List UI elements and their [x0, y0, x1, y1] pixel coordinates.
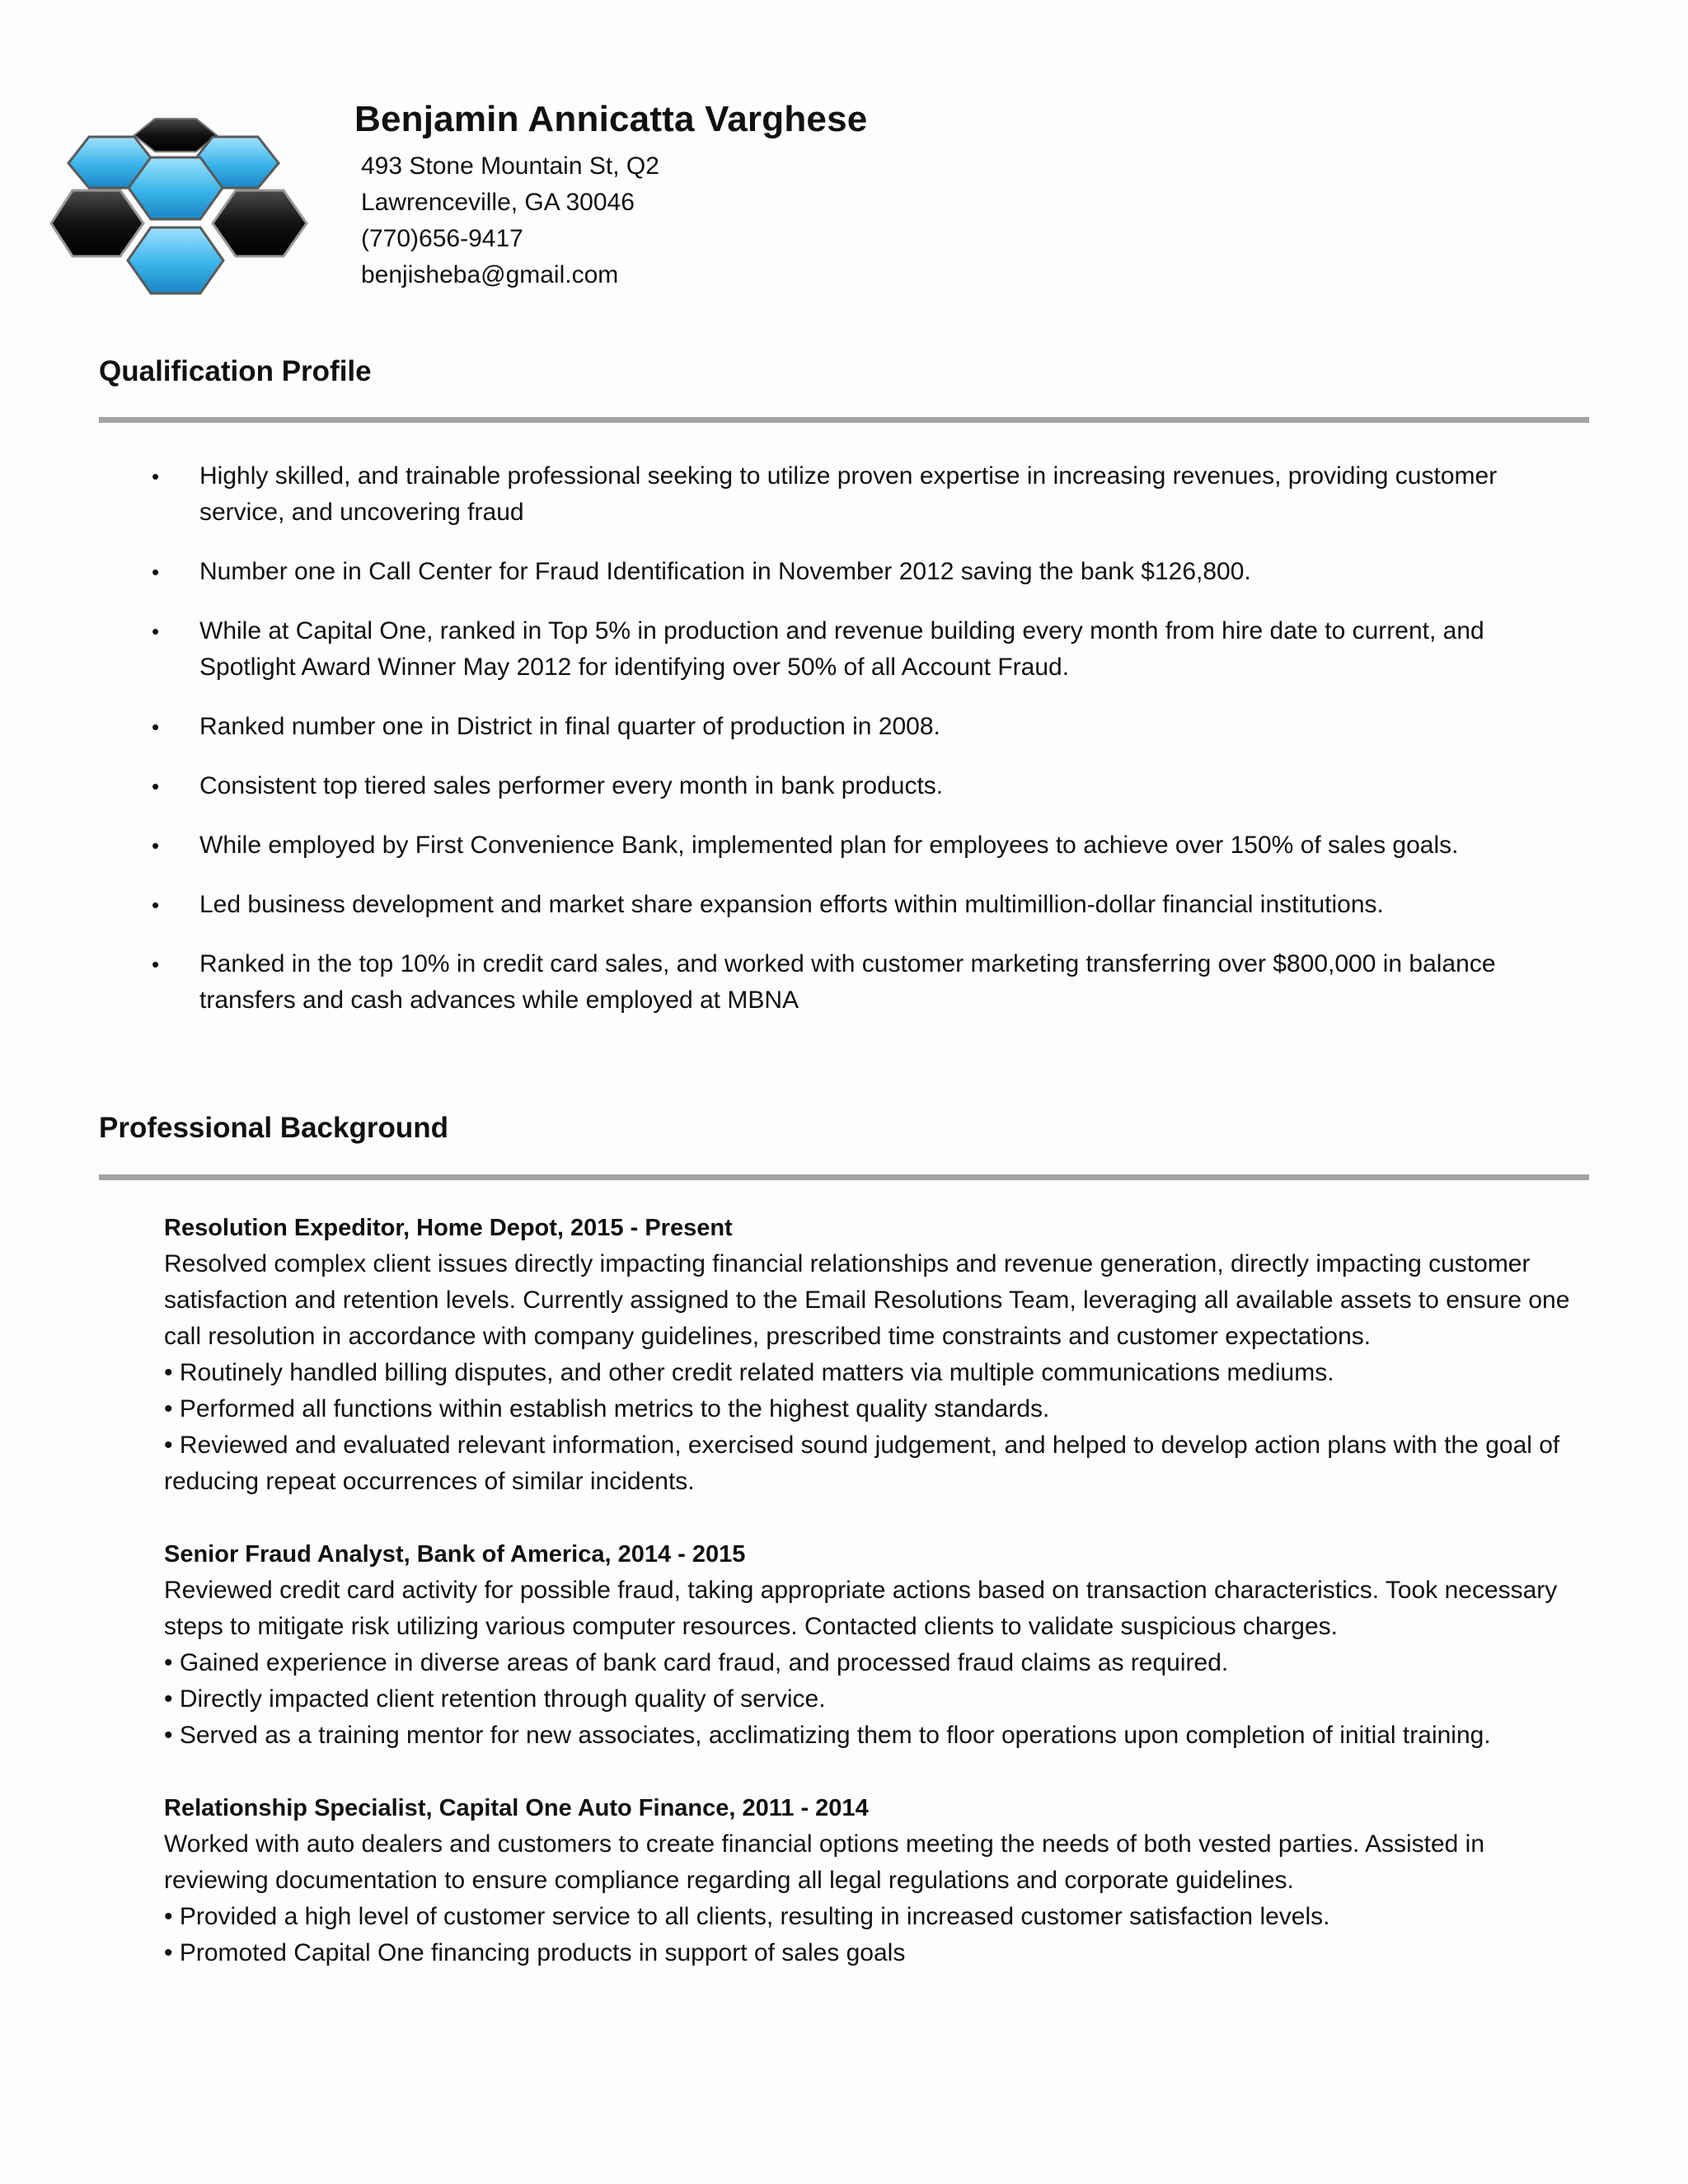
qualification-item: • Consistent top tiered sales performer every month in bank products.: [99, 768, 1574, 804]
job-summary: Reviewed credit card activity for possible fraud, taking appropriate actions based on transaction characteristics. Took necessary steps to mitigate risk utilizing various computer resources. Contacted clients to validate suspicious charges.: [164, 1577, 1558, 1640]
qualification-heading: Qualification Profile: [99, 355, 372, 387]
job-heading: Senior Fraud Analyst, Bank of America, 2014 - 2015: [164, 1541, 746, 1568]
bullet-icon: •: [152, 833, 160, 858]
background-heading: Professional Background: [99, 1112, 448, 1144]
qualification-item: • Ranked in the top 10% in credit card sales, and worked with customer marketing transferring over $800,000 in balance transfers and cash advances while employed at MBNA: [99, 946, 1574, 1019]
qualification-list: [99, 458, 1574, 1042]
email-address: benjisheba@gmail.com: [361, 261, 619, 288]
hexagon-cluster-logo-icon: [48, 112, 320, 302]
qualification-item: • Ranked number one in District in final quarter of production in 2008.: [99, 709, 1574, 745]
candidate-name: Benjamin Annicatta Varghese: [354, 99, 868, 139]
job-summary: Resolved complex client issues directly impacting financial relationships and revenue generation, directly impacting customer satisfaction and retention levels. Currently assigned to the Email Resolutions Team, leveraging all available assets to ensure one call resolution in accordance with company guidelines, prescribed time constraints and customer expectations.: [164, 1250, 1570, 1350]
job-entry: [164, 1790, 1590, 1971]
job-entry: [164, 1536, 1590, 1754]
bullet-icon: •: [152, 619, 160, 644]
qualification-item: • While at Capital One, ranked in Top 5% in production and revenue building every month from hire date to current, and Spotlight Award Winner May 2012 for identifying over 50% of all Account Fraud.: [99, 613, 1574, 686]
section-divider: [99, 1174, 1589, 1180]
hex-center: [129, 157, 223, 219]
section-divider: [99, 417, 1589, 423]
bullet-icon: •: [152, 774, 160, 799]
job-point: • Gained experience in diverse areas of bank card fraud, and processed fraud claims as required.: [164, 1649, 1229, 1676]
hex-right: [213, 190, 307, 256]
bullet-icon: •: [152, 952, 160, 977]
qualification-item: • Highly skilled, and trainable professional seeking to utilize proven expertise in increasing revenues, providing customer service, and uncovering fraud: [99, 458, 1574, 531]
address-line-1: 493 Stone Mountain St, Q2: [361, 152, 659, 180]
job-point: • Served as a training mentor for new associates, acclimatizing them to floor operations upon completion of initial training.: [164, 1722, 1491, 1749]
job-point: • Promoted Capital One financing products in support of sales goals: [164, 1939, 906, 1966]
hex-bottom: [128, 227, 223, 293]
bullet-icon: •: [152, 893, 160, 917]
phone-number: (770)656-9417: [361, 225, 523, 252]
job-point: • Routinely handled billing disputes, and other credit related matters via multiple communications mediums.: [164, 1359, 1334, 1386]
job-heading: Resolution Expeditor, Home Depot, 2015 - Present: [164, 1215, 733, 1241]
job-point: • Reviewed and evaluated relevant information, exercised sound judgement, and helped to develop action plans with the goal of reducing repeat occurrences of similar incidents.: [164, 1432, 1560, 1495]
qualification-item: • While employed by First Convenience Bank, implemented plan for employees to achieve over 150% of sales goals.: [99, 827, 1574, 864]
qualification-item: • Led business development and market share expansion efforts within multimillion-dollar financial institutions.: [99, 887, 1574, 923]
job-point: • Provided a high level of customer service to all clients, resulting in increased customer satisfaction levels.: [164, 1903, 1330, 1930]
job-point: • Performed all functions within establish metrics to the highest quality standards.: [164, 1395, 1050, 1422]
hex-left: [51, 190, 143, 256]
bullet-icon: •: [152, 560, 160, 584]
bullet-icon: •: [152, 715, 160, 739]
job-summary: Worked with auto dealers and customers to create financial options meeting the needs of both vested parties. Assisted in reviewing documentation to ensure compliance regarding all legal regulations and corporate guidelines.: [164, 1830, 1485, 1894]
job-heading: Relationship Specialist, Capital One Auto Finance, 2011 - 2014: [164, 1795, 869, 1821]
bullet-icon: •: [152, 464, 160, 489]
address-line-2: Lawrenceville, GA 30046: [361, 189, 635, 216]
job-entry: [164, 1210, 1590, 1500]
qualification-item: • Number one in Call Center for Fraud Identification in November 2012 saving the bank $126,800.: [99, 554, 1574, 590]
contact-block: [361, 148, 659, 293]
job-point: • Directly impacted client retention through quality of service.: [164, 1685, 826, 1713]
job-list: [164, 1210, 1590, 2008]
